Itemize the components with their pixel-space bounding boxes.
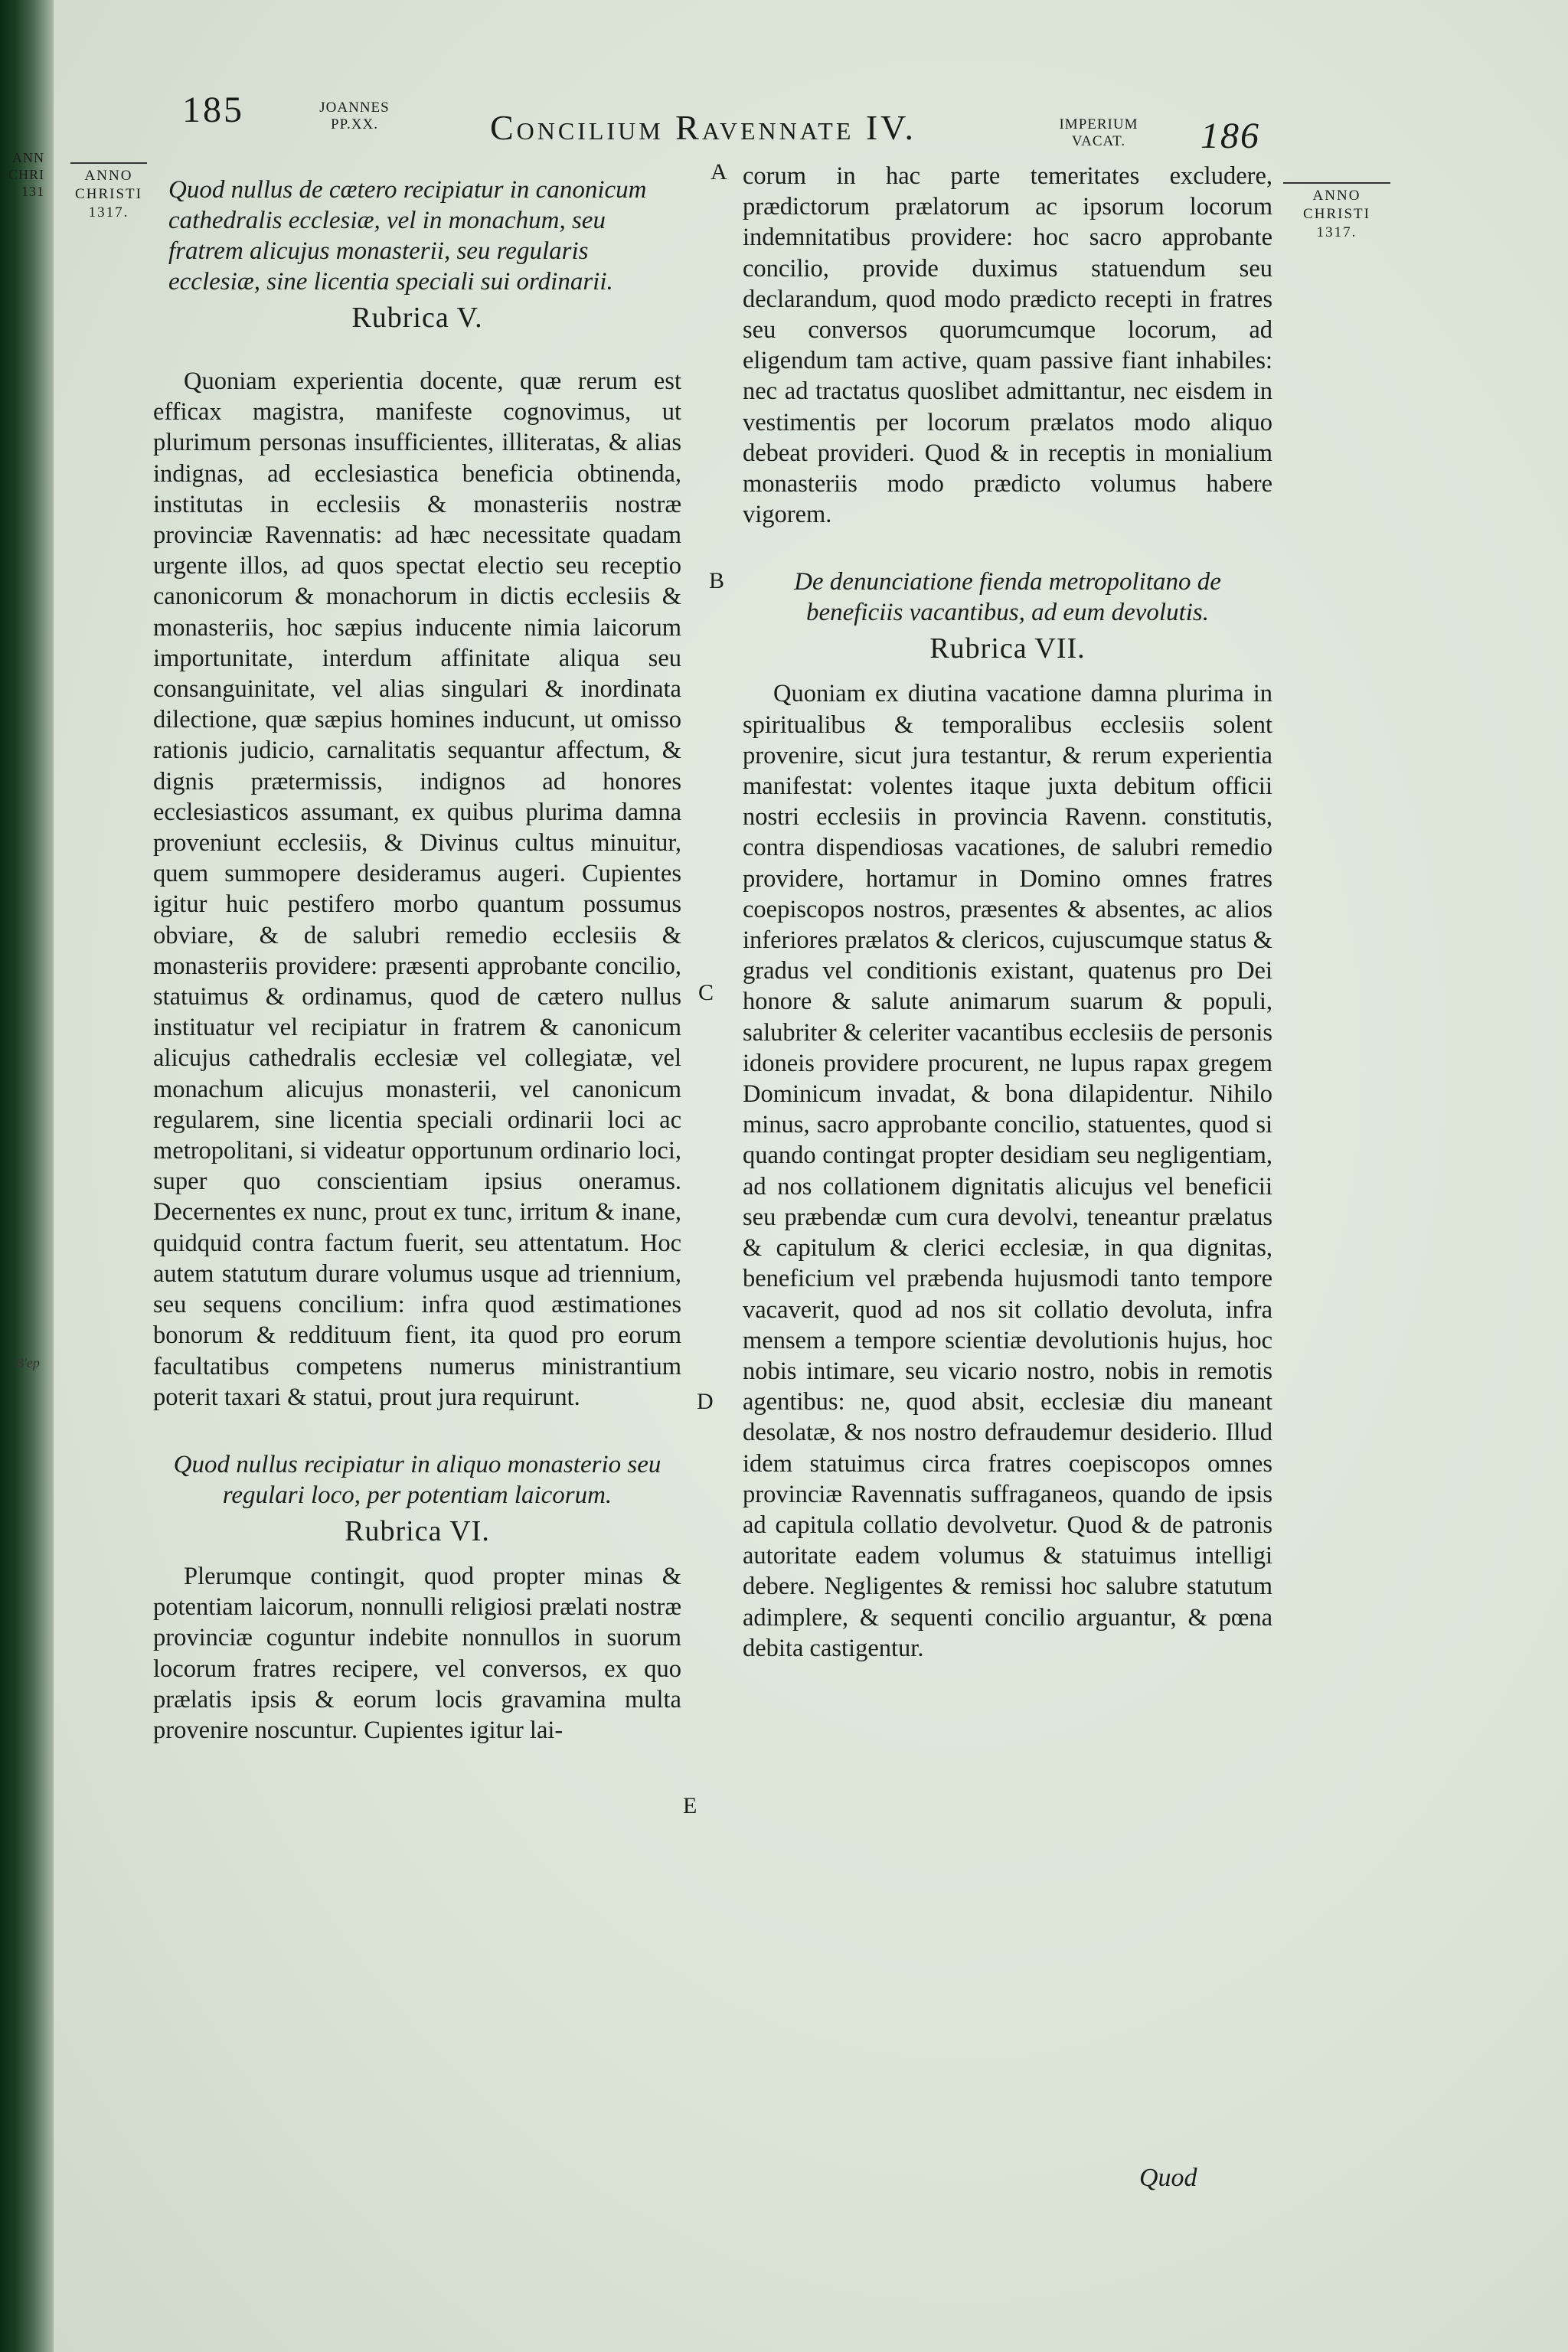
rubric-6-heading: Quod nullus recipiatur in aliquo monasterio seu regulari loco, per potentiam laicorum. (173, 1450, 662, 1509)
spacer (153, 1413, 681, 1449)
margin-rule (1283, 182, 1390, 184)
margin-year-right (1283, 181, 1390, 242)
previous-page-note: B'ep (15, 1355, 40, 1370)
rubric-5-heading: Quod nullus de cætero recipiatur in canonicum cathedralis ecclesiæ, vel in monachum, seu fratrem alicujus monasterii, seu regularis ecclesiæ, sine licentia speciali sui ordinarii. (168, 176, 647, 296)
prev-margin-line: ANN (12, 150, 44, 165)
section-letter-a: A (710, 159, 727, 185)
section-letter-d: D (697, 1389, 714, 1414)
rubric-6-label: Rubrica VI. (345, 1514, 490, 1547)
section-letter-b: B (709, 568, 725, 593)
rubric-5-body: Quoniam experientia docente, quæ rerum est efficax magistra, manifeste cognovimus, ut plurimum personas insufficientes, illiteratas, & alias indignas, ad ecclesiastica beneficia obtinenda, institutas in ecclesiis & monasteriis nostræ provinciæ Ravennatis: ad hæc necessitate quadam urgente illos, ad quos spectat electio seu receptio canonicorum & monachorum in dictis ecclesiis & monasteriis, hoc sæpius inducente nimia laicorum importunitate, interdum affinitate aliqua seu consanguinitate, vel alias singulari & inordinata dilectione, quæ sæpius homines inducunt, ut omisso rationis judicio, carnalitatis sequantur affectum, & dignis prætermissis, indignos ad honores ecclesiasticos assumant, ex quibus plurima damna proveniunt ecclesiis, & Divinus cultus minuitur, quem summopere desideramus augeri. Cupientes igitur huic pestifero morbo quantum possumus obviare, & de salubri remedio ecclesiis & monasteriis providere: præsenti approbante concilio, statuimus & ordinamus, quod de cætero nullus instituatur vel recipiatur in fratrem & canonicum alicujus cathedralis ecclesiæ vel collegiatæ, vel monachum alicujus monasterii, vel canonicum regularem, sine licentia speciali ordinarii loci ac metropolitani, si videatur opportunum ordinario loci, super quo conscientiam ipsius oneramus. Decernentes ex nunc, prout ex tunc, irritum & inane, quidquid contra factum fuerit, seu attentatum. Hoc autem statutum durare volumus usque ad triennium, seu sequens concilium: infra quod æstimationes bonorum & reddituum fient, ita quod pro eorum facultatibus competens numerus ministrantium poterit taxari & statui, prout jura requirunt. (153, 368, 681, 1411)
prev-margin-line: CHRI (8, 167, 44, 182)
christi-label: CHRISTI (75, 186, 142, 202)
catchword: Quod (1139, 2164, 1197, 2192)
spacer (743, 530, 1272, 567)
rubric-5-text (153, 366, 681, 1413)
running-title: Concilium Ravennate IV. (490, 108, 916, 147)
continuation-text: corum in hac parte temeritates excludere, prædictorum prælatorum ac ipsorum locorum indemnitatibus providere: hoc sacro approbante concilio, provide duximus statuendum seu declarandum, quod modo prædicto recepti in fratres seu conversos quorumcumque locorum, ad eligendum tam active, quam passive fiant inhabiles: nec ad tractatus quoslibet admittantur, nec eisdem in vestimentis per locorum prælatos modo aliquo debeat provideri. Quod & in receptis in monialium monasteriis modo prædicto volumus habere vigorem. (743, 162, 1272, 529)
rubric-6-text (153, 1561, 681, 1746)
rubric-6-body: Plerumque contingit, quod propter minas & potentiam laicorum, nonnulli religiosi prælati nostræ provinciæ coguntur indebite nonnullos in suorum locorum fratres recipere, vel conversos, ex quo prælatis ipsis & eorum locis gravamina multa provenire noscuntur. Cupientes igitur lai- (153, 1562, 681, 1744)
margin-year-left (70, 161, 147, 222)
rubric-7-label: Rubrica VII. (929, 632, 1086, 665)
section-letter-c: C (698, 980, 714, 1005)
christi-label: CHRISTI (1303, 206, 1370, 222)
previous-page-margin (0, 149, 44, 200)
pope-header (312, 100, 397, 133)
page-number-left: 185 (182, 90, 244, 130)
pope-number: PP.XX. (331, 116, 378, 132)
rubric-7-body: Quoniam ex diutina vacatione damna plurima in spiritualibus & temporalibus ecclesiis solent provenire, sicut jura testantur, & rerum experientia manifestat: volentes itaque juxta debitum officii nostri ecclesiis in provincia Ravenn. constitutis, contra dispendiosas vacationes, de salubri remedio providere, hortamur in Domino omnes fratres coepiscopos nostros, præsentes & absentes, ac alios inferiores prælatos & clericos, cujuscumque status & gradus vel conditionis existant, quatenus pro Dei honore & salute animarum suarum & populi, salubriter & celeriter vacantibus ecclesiis de personis idoneis providere procurent, ne lupus rapax gregem Dominicum invadat, & bona dilapidentur. Nihilo minus, sacro approbante concilio, statuentes, quod si quando contingat propter desidiam seu negligentiam, ad nos collationem dignitatis alicujus vel beneficii seu præbendæ cum cura devolvi, teneantur prælatus & capitulum & clerici ecclesiæ, in qua dignitas, beneficium vel præbenda hujusmodi tanto tempore vacaverit, quod ad nos sit collatio devoluta, infra mensem a tempore scientiæ devolutionis hujus, hoc nobis intimare, seu vicario nostro, nobis in remotis agentibus: ne, quod absit, ecclesiæ diu maneant desolatæ, & nos nostro defraudemur desiderio. Illud idem statuimus circa fratres coepiscopos omnes provinciæ Ravennatis suffraganeos, quando de ipsis ad capitula collatio devolvetur. Quod & de patronis autoritate eadem volumus & statuimus intelligi debere. Negligentes & remissi hoc salubre statutum adimplere, & sequenti concilio arguantur, & pœna debita castigentur. (743, 680, 1272, 1662)
imperium-header (1049, 116, 1148, 150)
left-column (153, 175, 681, 1746)
page-number-right: 186 (1200, 116, 1260, 156)
year-label: 1317. (88, 204, 129, 220)
rubric-5-label: Rubrica V. (351, 302, 483, 334)
rubric-7-text (743, 678, 1272, 1664)
spacer (153, 348, 681, 366)
imperium-label: IMPERIUM (1059, 116, 1138, 132)
anno-label: ANNO (84, 168, 133, 184)
right-column (743, 161, 1272, 1664)
prev-margin-line: 131 (21, 184, 44, 199)
imperium-status: VACAT. (1071, 133, 1126, 149)
year-label: 1317. (1316, 224, 1357, 240)
anno-label: ANNO (1312, 188, 1361, 204)
section-letter-e: E (683, 1793, 697, 1818)
rubric-7-heading: De denunciatione fienda metropolitano de beneficiis vacantibus, ad eum devolutis. (794, 568, 1221, 627)
pope-name: JOANNES (319, 100, 390, 116)
margin-rule (70, 162, 147, 164)
